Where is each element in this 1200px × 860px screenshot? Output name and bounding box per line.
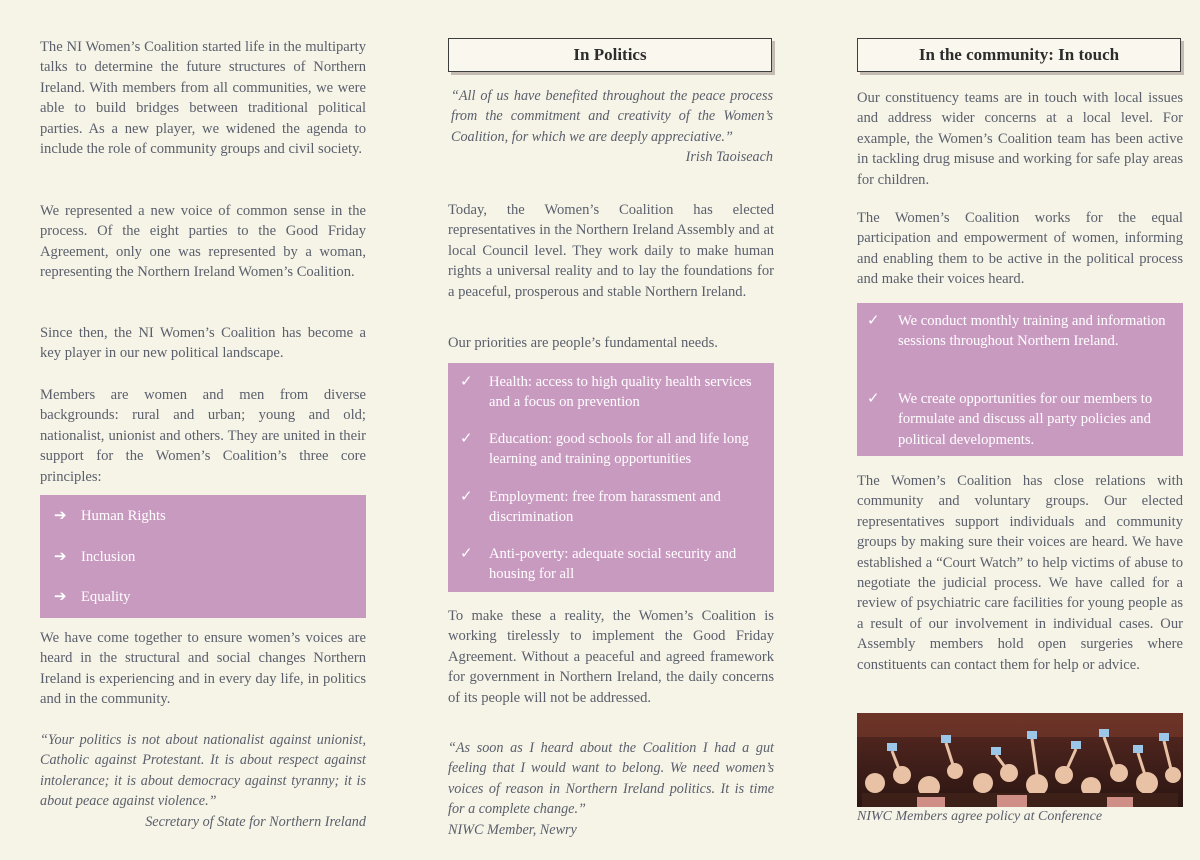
arrow-icon: ➔	[54, 549, 67, 565]
photo-caption: NIWC Members agree policy at Conference	[857, 809, 1103, 824]
key-player-paragraph: Since then, the NI Women’s Coalition has become a key player in our new political landscape.	[40, 325, 366, 362]
arrow-icon: ➔	[54, 589, 67, 605]
quote-attribution: Secretary of State for Northern Ireland	[145, 813, 366, 830]
conference-photo	[857, 713, 1183, 807]
check-icon: ✓	[460, 489, 473, 505]
representatives-paragraph: Today, the Women’s Coalition has elected representatives in the Northern Ireland Assembly and at local Council level. They work daily to make human rights a universal reality and to lay the foundations for a peaceful, prosperous and stable Northern Ireland.	[448, 202, 774, 300]
check-icon: ✓	[867, 313, 880, 329]
implementation-paragraph: To make these a reality, the Women’s Coalition is working tirelessly to implement the Good Friday Agreement. Without a peaceful and agreed framework for government in Northern Ireland, the daily concerns of its people will not be addressed.	[448, 608, 774, 706]
activity-text: We create opportunities for our members to formulate and discuss all party policies and political developments.	[898, 391, 1153, 448]
principle-label: Inclusion	[81, 549, 136, 565]
check-icon: ✓	[460, 546, 473, 562]
members-paragraph: Members are women and men from diverse backgrounds: rural and urban; young and old; nationalist, unionist and others. They are united in their support for the Women’s Coalition’s three core principles:	[40, 387, 366, 485]
voices-paragraph: We have come together to ensure women’s voices are heard in the structural and social changes Northern Ireland is experiencing and in every day life, in politics and in the community.	[40, 630, 366, 708]
constituency-paragraph: Our constituency teams are in touch with local issues and address wider concerns at a local level. For example, the Women’s Coalition team has been active in tackling drug misuse and working for safe play areas for children.	[857, 90, 1183, 188]
priority-text: Education: good schools for all and life long learning and training opportunities	[489, 431, 749, 468]
quote-text: “As soon as I heard about the Coalition I had a gut feeling that I would want to belong. We need women’s voices of reason in Northern Ireland politics. It is time for a complete change.”	[448, 740, 774, 818]
conference-crowd-image	[857, 713, 1183, 807]
priority-text: Anti-poverty: adequate social security and housing for all	[489, 546, 737, 583]
intro-paragraph: The NI Women’s Coalition started life in the multiparty talks to determine the future structures of Northern Ireland. With members from all communities, we were able to build bridges between traditional political parties. As a new player, we widened the agenda to include the role of community groups and civil society.	[40, 39, 366, 158]
principles-box	[40, 495, 366, 618]
arrow-icon: ➔	[54, 508, 67, 524]
activity-text: We conduct monthly training and information sessions throughout Northern Ireland.	[898, 313, 1166, 350]
priorities-box	[448, 363, 774, 592]
priority-text: Health: access to high quality health services and a focus on prevention	[489, 374, 752, 411]
secretary-quote	[40, 730, 366, 832]
quote-attribution: NIWC Member, Newry	[448, 821, 577, 838]
priorities-intro: Our priorities are people’s fundamental needs.	[448, 335, 718, 351]
participation-paragraph: The Women’s Coalition works for the equal participation and empowerment of women, informing and enabling them to be active in the political process and make their voices heard.	[857, 210, 1183, 288]
new-voice-paragraph: We represented a new voice of common sense in the process. Of the eight parties to the Good Friday Agreement, only one was represented by a woman, representing the Northern Ireland Women’s Coalition.	[40, 203, 366, 281]
relations-paragraph: The Women’s Coalition has close relations with community and voluntary groups. Our elected representatives support individuals and community groups by making sure their voices are heard. We have established a “Court Watch” to help victims of abuse to negotiate the judicial process. We have called for a review of psychiatric care facilities for young people as a result of our involvement in individual cases. Our Assembly members hold open surgeries where constituents can contact them for help or advice.	[857, 473, 1183, 673]
in-politics-heading: In Politics	[448, 38, 772, 72]
check-icon: ✓	[867, 391, 880, 407]
quote-text: “All of us have benefited throughout the peace process from the commitment and creativity of the Women’s Coalition, for which we are deeply appreciative.”	[451, 88, 773, 145]
check-icon: ✓	[460, 431, 473, 447]
community-heading: In the community: In touch	[857, 38, 1181, 72]
priority-text: Employment: free from harassment and discrimination	[489, 489, 721, 526]
activities-box	[857, 303, 1183, 456]
quote-text: “Your politics is not about nationalist against unionist, Catholic against Protestant. It is about respect against intolerance; it is about democracy against tyranny; it is about peace against violence.”	[40, 732, 366, 810]
taoiseach-quote	[451, 86, 773, 168]
principle-label: Human Rights	[81, 508, 166, 524]
quote-attribution: Irish Taoiseach	[685, 149, 773, 166]
check-icon: ✓	[460, 374, 473, 390]
member-quote	[448, 738, 774, 840]
principle-label: Equality	[81, 589, 131, 605]
